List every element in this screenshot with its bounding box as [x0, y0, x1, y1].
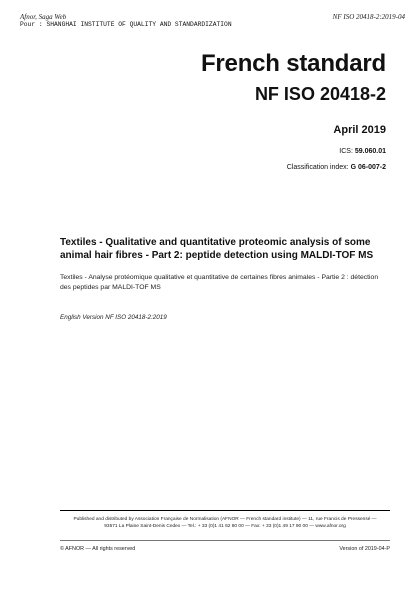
- publisher-divider: [60, 510, 390, 511]
- header-document-ref: NF ISO 20418-2:2019-04: [332, 13, 405, 21]
- ics-code: [339, 147, 386, 156]
- footer-divider: [60, 540, 390, 541]
- classification-value: G 06-007-2: [350, 164, 386, 171]
- publisher-line-2: 93571 La Plaine Saint-Denis Cedex — Tel.: + 33 (0)1 41 62 80 00 — Fax: + 33 (0)1 49 17 90 00 — www.afnor.org: [104, 524, 346, 529]
- header-licensee: Pour : SHANGHAI INSTITUTE OF QUALITY AND STANDARDIZATION: [20, 21, 232, 28]
- publisher-line-1: Published and distributed by Association Française de Normalisation (AFNOR — French standard institute) — 11, rue Francis de Pressensé —: [73, 517, 377, 522]
- footer-version: Version of 2019-04-P: [339, 546, 390, 552]
- ics-value: 59.060.01: [354, 148, 386, 155]
- document-number: NF ISO 20418-2: [254, 84, 386, 104]
- header-publisher-site: Afnor, Saga Web: [20, 13, 67, 21]
- publisher-info: [60, 516, 390, 530]
- classification-label: Classification index:: [286, 164, 351, 171]
- classification-index: [287, 163, 386, 172]
- french-title: Textiles - Analyse protéomique qualitative et quantitative de certaines fibres animales - Partie 2 : détection des peptides par MALDI-TOF MS: [60, 274, 379, 291]
- copyright-notice: © AFNOR — All rights reserved: [60, 546, 136, 552]
- publication-date: April 2019: [333, 124, 386, 136]
- document-type-heading: French standard: [200, 50, 386, 77]
- ics-label: ICS:: [339, 148, 355, 155]
- english-title: Textiles - Qualitative and quantitative proteomic analysis of some animal hair fibres - Part 2: peptide detection using MALDI-TOF MS: [60, 237, 374, 261]
- english-version-note: English Version NF ISO 20418-2:2019: [60, 314, 167, 321]
